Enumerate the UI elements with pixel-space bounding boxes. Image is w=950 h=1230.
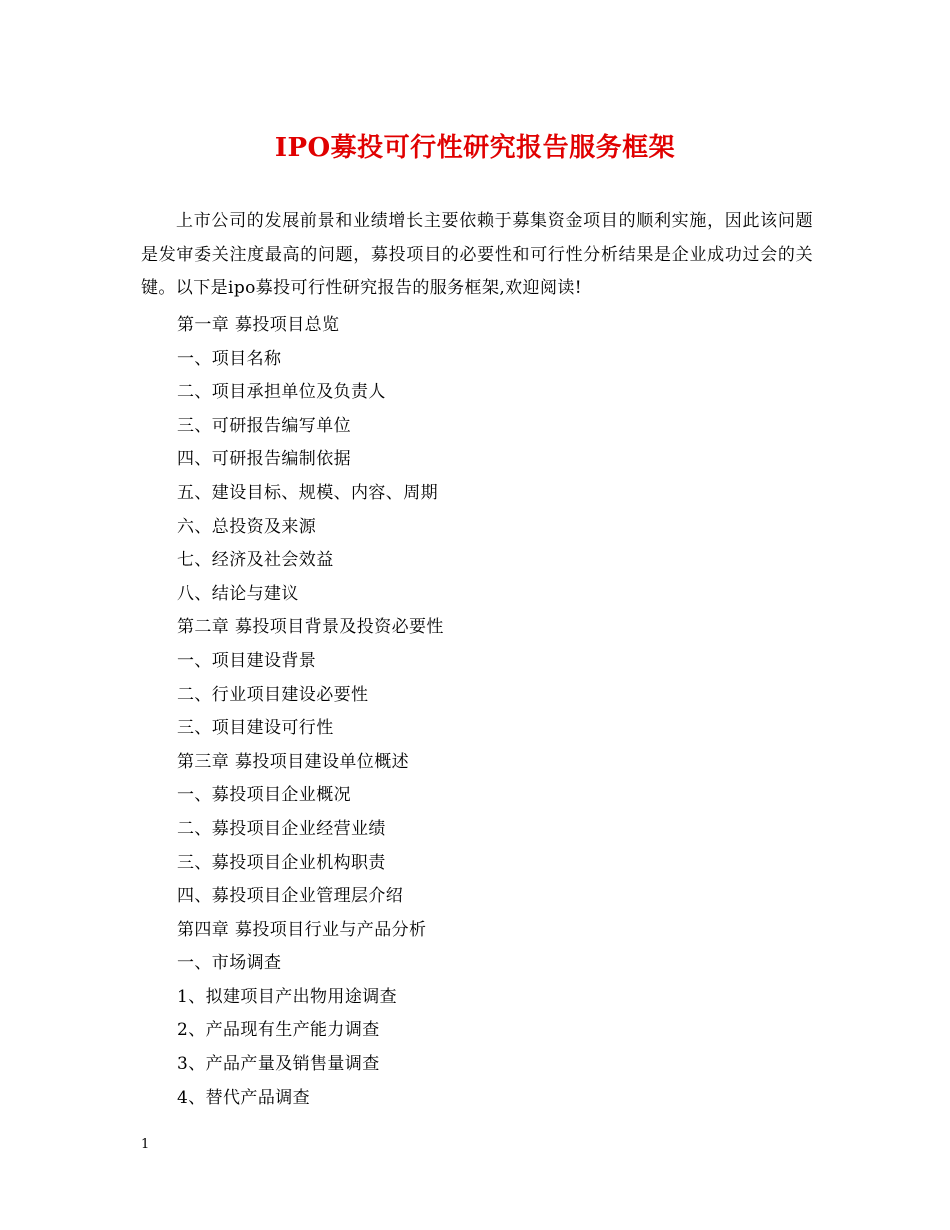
outline-item: 七、经济及社会效益 <box>177 550 334 571</box>
outline-item: 二、募投项目企业经营业绩 <box>177 818 386 839</box>
outline-item: 三、项目建设可行性 <box>177 718 334 739</box>
outline-subitem: 1、拟建项目产出物用途调查 <box>177 986 398 1007</box>
outline-item: 二、项目承担单位及负责人 <box>177 382 386 403</box>
outline-item: 四、募投项目企业管理层介绍 <box>177 886 404 907</box>
document-title: IPO募投可行性研究报告服务框架 <box>274 133 676 163</box>
outline-chapter: 第二章 募投项目背景及投资必要性 <box>177 617 444 638</box>
outline-item: 一、募投项目企业概况 <box>177 785 351 806</box>
outline-item: 三、可研报告编写单位 <box>177 415 351 436</box>
intro-paragraph: 上市公司的发展前景和业绩增长主要依赖于募集资金项目的顺利实施，因此该问题是发审委关注度最高的问题，募投项目的必要性和可行性分析结果是企业成功过会的关键。以下是ipo募投可行性研究报告的服务框架,欢迎阅读! <box>141 211 813 298</box>
outline-item: 五、建设目标、规模、内容、周期 <box>177 482 438 503</box>
outline-chapter: 第四章 募投项目行业与产品分析 <box>177 919 427 940</box>
outline-item: 六、总投资及来源 <box>177 516 317 537</box>
outline-subitem: 3、产品产量及销售量调查 <box>177 1054 380 1075</box>
outline-item: 一、项目建设背景 <box>177 650 317 671</box>
outline-item: 二、行业项目建设必要性 <box>177 684 369 705</box>
outline-list <box>177 309 817 1115</box>
outline-item: 四、可研报告编制依据 <box>177 449 351 470</box>
outline-subitem: 4、替代产品调查 <box>177 1087 311 1108</box>
outline-item: 一、项目名称 <box>177 348 282 369</box>
outline-item: 三、募投项目企业机构职责 <box>177 852 386 873</box>
outline-item: 一、市场调查 <box>177 953 282 974</box>
outline-item: 八、结论与建议 <box>177 583 299 604</box>
outline-chapter: 第三章 募投项目建设单位概述 <box>177 751 410 772</box>
outline-subitem: 2、产品现有生产能力调查 <box>177 1020 380 1041</box>
page-number: 1 <box>141 1137 150 1152</box>
outline-chapter: 第一章 募投项目总览 <box>177 315 340 335</box>
